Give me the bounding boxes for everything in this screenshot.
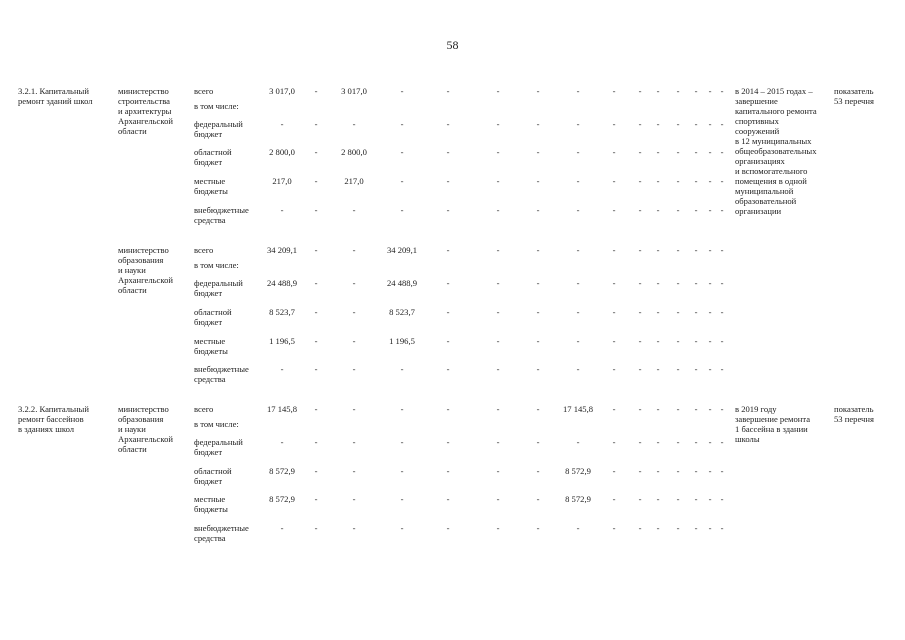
- empty-cell-dash: -: [638, 364, 642, 374]
- amount-cell: 217,0: [272, 176, 292, 186]
- empty-cell-dash: -: [694, 523, 698, 533]
- indicator-3-2-2: показатель 53 перечня: [834, 404, 874, 424]
- empty-cell-dash: -: [576, 278, 580, 288]
- empty-cell-dash: -: [638, 245, 642, 255]
- empty-cell-dash: -: [638, 119, 642, 129]
- empty-cell-dash: -: [676, 86, 680, 96]
- empty-cell-dash: -: [656, 364, 660, 374]
- empty-cell-dash: -: [496, 336, 500, 346]
- funding-source-label: всего: [194, 86, 214, 96]
- funding-source-label: в том числе:: [194, 260, 239, 270]
- empty-cell-dash: -: [638, 437, 642, 447]
- amount-cell: 2 800,0: [269, 147, 295, 157]
- empty-cell-dash: -: [676, 147, 680, 157]
- empty-cell-dash: -: [720, 205, 724, 215]
- empty-cell-dash: -: [496, 437, 500, 447]
- empty-cell-dash: -: [694, 205, 698, 215]
- empty-cell-dash: -: [720, 466, 724, 476]
- empty-cell-dash: -: [720, 336, 724, 346]
- empty-cell-dash: -: [612, 147, 616, 157]
- empty-cell-dash: -: [638, 307, 642, 317]
- empty-cell-dash: -: [676, 494, 680, 504]
- measure-3-2-2: 3.2.2. Капитальный ремонт бассейнов в зданиях школ: [18, 404, 89, 434]
- amount-cell: 8 572,9: [565, 494, 591, 504]
- empty-cell-dash: -: [656, 119, 660, 129]
- empty-cell-dash: -: [694, 147, 698, 157]
- empty-cell-dash: -: [708, 86, 712, 96]
- funding-source-label: областной бюджет: [194, 466, 232, 486]
- empty-cell-dash: -: [720, 119, 724, 129]
- empty-cell-dash: -: [576, 523, 580, 533]
- empty-cell-dash: -: [612, 404, 616, 414]
- empty-cell-dash: -: [694, 119, 698, 129]
- empty-cell-dash: -: [638, 278, 642, 288]
- empty-cell-dash: -: [314, 494, 318, 504]
- empty-cell-dash: -: [676, 336, 680, 346]
- empty-cell-dash: -: [314, 364, 318, 374]
- empty-cell-dash: -: [656, 466, 660, 476]
- empty-cell-dash: -: [720, 437, 724, 447]
- funding-source-label: местные бюджеты: [194, 176, 228, 196]
- empty-cell-dash: -: [280, 205, 284, 215]
- indicator-3-2-1: показатель 53 перечня: [834, 86, 874, 106]
- empty-cell-dash: -: [656, 176, 660, 186]
- empty-cell-dash: -: [694, 245, 698, 255]
- empty-cell-dash: -: [536, 176, 540, 186]
- empty-cell-dash: -: [446, 119, 450, 129]
- empty-cell-dash: -: [314, 307, 318, 317]
- empty-cell-dash: -: [656, 437, 660, 447]
- empty-cell-dash: -: [400, 147, 404, 157]
- empty-cell-dash: -: [536, 245, 540, 255]
- empty-cell-dash: -: [536, 307, 540, 317]
- page-number: 58: [446, 38, 459, 52]
- empty-cell-dash: -: [576, 437, 580, 447]
- empty-cell-dash: -: [638, 205, 642, 215]
- empty-cell-dash: -: [656, 147, 660, 157]
- empty-cell-dash: -: [638, 466, 642, 476]
- empty-cell-dash: -: [400, 119, 404, 129]
- empty-cell-dash: -: [314, 176, 318, 186]
- empty-cell-dash: -: [446, 307, 450, 317]
- empty-cell-dash: -: [720, 86, 724, 96]
- empty-cell-dash: -: [280, 364, 284, 374]
- empty-cell-dash: -: [496, 494, 500, 504]
- empty-cell-dash: -: [708, 119, 712, 129]
- empty-cell-dash: -: [720, 307, 724, 317]
- empty-cell-dash: -: [314, 245, 318, 255]
- empty-cell-dash: -: [352, 119, 356, 129]
- empty-cell-dash: -: [536, 86, 540, 96]
- amount-cell: 34 209,1: [266, 245, 298, 255]
- empty-cell-dash: -: [536, 336, 540, 346]
- empty-cell-dash: -: [612, 494, 616, 504]
- empty-cell-dash: -: [314, 147, 318, 157]
- empty-cell-dash: -: [496, 364, 500, 374]
- empty-cell-dash: -: [656, 205, 660, 215]
- empty-cell-dash: -: [676, 245, 680, 255]
- empty-cell-dash: -: [638, 404, 642, 414]
- amount-cell: 1 196,5: [269, 336, 295, 346]
- empty-cell-dash: -: [496, 307, 500, 317]
- empty-cell-dash: -: [446, 437, 450, 447]
- empty-cell-dash: -: [656, 278, 660, 288]
- empty-cell-dash: -: [694, 494, 698, 504]
- empty-cell-dash: -: [536, 523, 540, 533]
- empty-cell-dash: -: [708, 437, 712, 447]
- empty-cell-dash: -: [446, 147, 450, 157]
- empty-cell-dash: -: [676, 205, 680, 215]
- empty-cell-dash: -: [496, 205, 500, 215]
- empty-cell-dash: -: [496, 523, 500, 533]
- empty-cell-dash: -: [536, 404, 540, 414]
- empty-cell-dash: -: [708, 245, 712, 255]
- empty-cell-dash: -: [576, 147, 580, 157]
- empty-cell-dash: -: [446, 364, 450, 374]
- empty-cell-dash: -: [576, 336, 580, 346]
- empty-cell-dash: -: [536, 466, 540, 476]
- empty-cell-dash: -: [708, 404, 712, 414]
- amount-cell: 8 572,9: [269, 466, 295, 476]
- funding-source-label: федеральный бюджет: [194, 437, 243, 457]
- empty-cell-dash: -: [676, 523, 680, 533]
- funding-source-label: в том числе:: [194, 419, 239, 429]
- empty-cell-dash: -: [352, 364, 356, 374]
- empty-cell-dash: -: [576, 176, 580, 186]
- empty-cell-dash: -: [352, 278, 356, 288]
- amount-cell: 34 209,1: [386, 245, 418, 255]
- empty-cell-dash: -: [536, 278, 540, 288]
- empty-cell-dash: -: [612, 205, 616, 215]
- empty-cell-dash: -: [446, 523, 450, 533]
- empty-cell-dash: -: [400, 176, 404, 186]
- empty-cell-dash: -: [612, 119, 616, 129]
- empty-cell-dash: -: [446, 466, 450, 476]
- executor-construction-ministry: министерство строительства и архитектуры Архангельской области: [118, 86, 173, 136]
- empty-cell-dash: -: [638, 494, 642, 504]
- amount-cell: 8 523,7: [389, 307, 415, 317]
- empty-cell-dash: -: [446, 494, 450, 504]
- empty-cell-dash: -: [536, 364, 540, 374]
- empty-cell-dash: -: [656, 245, 660, 255]
- empty-cell-dash: -: [638, 523, 642, 533]
- empty-cell-dash: -: [536, 437, 540, 447]
- empty-cell-dash: -: [676, 307, 680, 317]
- funding-source-label: федеральный бюджет: [194, 119, 243, 139]
- empty-cell-dash: -: [694, 176, 698, 186]
- empty-cell-dash: -: [446, 336, 450, 346]
- empty-cell-dash: -: [694, 437, 698, 447]
- funding-source-label: федеральный бюджет: [194, 278, 243, 298]
- empty-cell-dash: -: [446, 86, 450, 96]
- empty-cell-dash: -: [720, 494, 724, 504]
- expected-result-3-2-1: в 2014 – 2015 годах – завершение капитального ремонта спортивных сооружений в 12 муниципальных общеобразовательных организациях и вспомогательного помещения в одной муниципальной образовательной организации: [735, 86, 817, 216]
- empty-cell-dash: -: [496, 147, 500, 157]
- empty-cell-dash: -: [400, 466, 404, 476]
- amount-cell: 3 017,0: [341, 86, 367, 96]
- empty-cell-dash: -: [676, 364, 680, 374]
- empty-cell-dash: -: [720, 245, 724, 255]
- empty-cell-dash: -: [612, 523, 616, 533]
- empty-cell-dash: -: [496, 86, 500, 96]
- empty-cell-dash: -: [694, 86, 698, 96]
- empty-cell-dash: -: [720, 278, 724, 288]
- funding-source-label: всего: [194, 404, 214, 414]
- empty-cell-dash: -: [708, 176, 712, 186]
- empty-cell-dash: -: [694, 278, 698, 288]
- empty-cell-dash: -: [314, 437, 318, 447]
- empty-cell-dash: -: [400, 404, 404, 414]
- empty-cell-dash: -: [446, 245, 450, 255]
- empty-cell-dash: -: [314, 523, 318, 533]
- funding-source-label: местные бюджеты: [194, 494, 228, 514]
- empty-cell-dash: -: [708, 307, 712, 317]
- empty-cell-dash: -: [612, 307, 616, 317]
- empty-cell-dash: -: [536, 205, 540, 215]
- empty-cell-dash: -: [314, 336, 318, 346]
- amount-cell: 8 572,9: [565, 466, 591, 476]
- empty-cell-dash: -: [638, 86, 642, 96]
- empty-cell-dash: -: [352, 466, 356, 476]
- empty-cell-dash: -: [656, 86, 660, 96]
- empty-cell-dash: -: [496, 278, 500, 288]
- amount-cell: 24 488,9: [266, 278, 298, 288]
- empty-cell-dash: -: [536, 147, 540, 157]
- empty-cell-dash: -: [708, 278, 712, 288]
- empty-cell-dash: -: [676, 278, 680, 288]
- empty-cell-dash: -: [446, 404, 450, 414]
- empty-cell-dash: -: [400, 437, 404, 447]
- executor-education-ministry: министерство образования и науки Архангельской области: [118, 245, 173, 295]
- empty-cell-dash: -: [694, 336, 698, 346]
- empty-cell-dash: -: [314, 466, 318, 476]
- empty-cell-dash: -: [720, 404, 724, 414]
- empty-cell-dash: -: [720, 364, 724, 374]
- empty-cell-dash: -: [708, 466, 712, 476]
- empty-cell-dash: -: [496, 119, 500, 129]
- empty-cell-dash: -: [576, 307, 580, 317]
- amount-cell: 2 800,0: [341, 147, 367, 157]
- empty-cell-dash: -: [576, 119, 580, 129]
- empty-cell-dash: -: [656, 307, 660, 317]
- empty-cell-dash: -: [612, 336, 616, 346]
- empty-cell-dash: -: [400, 205, 404, 215]
- empty-cell-dash: -: [576, 205, 580, 215]
- empty-cell-dash: -: [280, 437, 284, 447]
- funding-source-label: областной бюджет: [194, 307, 232, 327]
- empty-cell-dash: -: [400, 523, 404, 533]
- empty-cell-dash: -: [656, 523, 660, 533]
- empty-cell-dash: -: [720, 176, 724, 186]
- empty-cell-dash: -: [352, 404, 356, 414]
- empty-cell-dash: -: [676, 404, 680, 414]
- empty-cell-dash: -: [314, 404, 318, 414]
- empty-cell-dash: -: [352, 494, 356, 504]
- empty-cell-dash: -: [612, 466, 616, 476]
- empty-cell-dash: -: [638, 147, 642, 157]
- empty-cell-dash: -: [314, 278, 318, 288]
- empty-cell-dash: -: [576, 245, 580, 255]
- empty-cell-dash: -: [708, 336, 712, 346]
- funding-source-label: внебюджетные средства: [194, 205, 249, 225]
- expected-result-3-2-2: в 2019 году завершение ремонта 1 бассейна в здании школы: [735, 404, 811, 444]
- empty-cell-dash: -: [352, 437, 356, 447]
- empty-cell-dash: -: [694, 466, 698, 476]
- amount-cell: 217,0: [344, 176, 364, 186]
- empty-cell-dash: -: [352, 205, 356, 215]
- empty-cell-dash: -: [314, 119, 318, 129]
- empty-cell-dash: -: [400, 86, 404, 96]
- empty-cell-dash: -: [720, 147, 724, 157]
- amount-cell: 17 145,8: [266, 404, 298, 414]
- empty-cell-dash: -: [638, 176, 642, 186]
- empty-cell-dash: -: [612, 364, 616, 374]
- empty-cell-dash: -: [496, 245, 500, 255]
- empty-cell-dash: -: [720, 523, 724, 533]
- empty-cell-dash: -: [612, 437, 616, 447]
- funding-source-label: областной бюджет: [194, 147, 232, 167]
- empty-cell-dash: -: [352, 336, 356, 346]
- empty-cell-dash: -: [676, 466, 680, 476]
- empty-cell-dash: -: [536, 494, 540, 504]
- funding-source-label: местные бюджеты: [194, 336, 228, 356]
- empty-cell-dash: -: [352, 245, 356, 255]
- amount-cell: 17 145,8: [562, 404, 594, 414]
- empty-cell-dash: -: [314, 205, 318, 215]
- empty-cell-dash: -: [280, 523, 284, 533]
- empty-cell-dash: -: [708, 205, 712, 215]
- empty-cell-dash: -: [576, 86, 580, 96]
- empty-cell-dash: -: [694, 404, 698, 414]
- empty-cell-dash: -: [676, 176, 680, 186]
- executor-education-ministry-2: министерство образования и науки Архангельской области: [118, 404, 173, 454]
- amount-cell: 24 488,9: [386, 278, 418, 288]
- empty-cell-dash: -: [612, 245, 616, 255]
- empty-cell-dash: -: [446, 278, 450, 288]
- empty-cell-dash: -: [612, 278, 616, 288]
- empty-cell-dash: -: [694, 307, 698, 317]
- empty-cell-dash: -: [694, 364, 698, 374]
- empty-cell-dash: -: [656, 404, 660, 414]
- empty-cell-dash: -: [638, 336, 642, 346]
- empty-cell-dash: -: [446, 205, 450, 215]
- empty-cell-dash: -: [612, 176, 616, 186]
- funding-source-label: внебюджетные средства: [194, 523, 249, 543]
- amount-cell: 8 523,7: [269, 307, 295, 317]
- empty-cell-dash: -: [496, 176, 500, 186]
- empty-cell-dash: -: [400, 494, 404, 504]
- empty-cell-dash: -: [708, 364, 712, 374]
- measure-3-2-1: 3.2.1. Капитальный ремонт зданий школ: [18, 86, 93, 106]
- funding-source-label: внебюджетные средства: [194, 364, 249, 384]
- empty-cell-dash: -: [708, 147, 712, 157]
- empty-cell-dash: -: [400, 364, 404, 374]
- empty-cell-dash: -: [280, 119, 284, 129]
- amount-cell: 1 196,5: [389, 336, 415, 346]
- empty-cell-dash: -: [676, 437, 680, 447]
- empty-cell-dash: -: [656, 336, 660, 346]
- empty-cell-dash: -: [352, 307, 356, 317]
- empty-cell-dash: -: [612, 86, 616, 96]
- empty-cell-dash: -: [352, 523, 356, 533]
- empty-cell-dash: -: [314, 86, 318, 96]
- funding-source-label: всего: [194, 245, 214, 255]
- empty-cell-dash: -: [496, 404, 500, 414]
- empty-cell-dash: -: [446, 176, 450, 186]
- empty-cell-dash: -: [496, 466, 500, 476]
- amount-cell: 3 017,0: [269, 86, 295, 96]
- empty-cell-dash: -: [576, 364, 580, 374]
- funding-source-label: в том числе:: [194, 101, 239, 111]
- empty-cell-dash: -: [708, 494, 712, 504]
- amount-cell: 8 572,9: [269, 494, 295, 504]
- empty-cell-dash: -: [656, 494, 660, 504]
- empty-cell-dash: -: [708, 523, 712, 533]
- empty-cell-dash: -: [676, 119, 680, 129]
- empty-cell-dash: -: [536, 119, 540, 129]
